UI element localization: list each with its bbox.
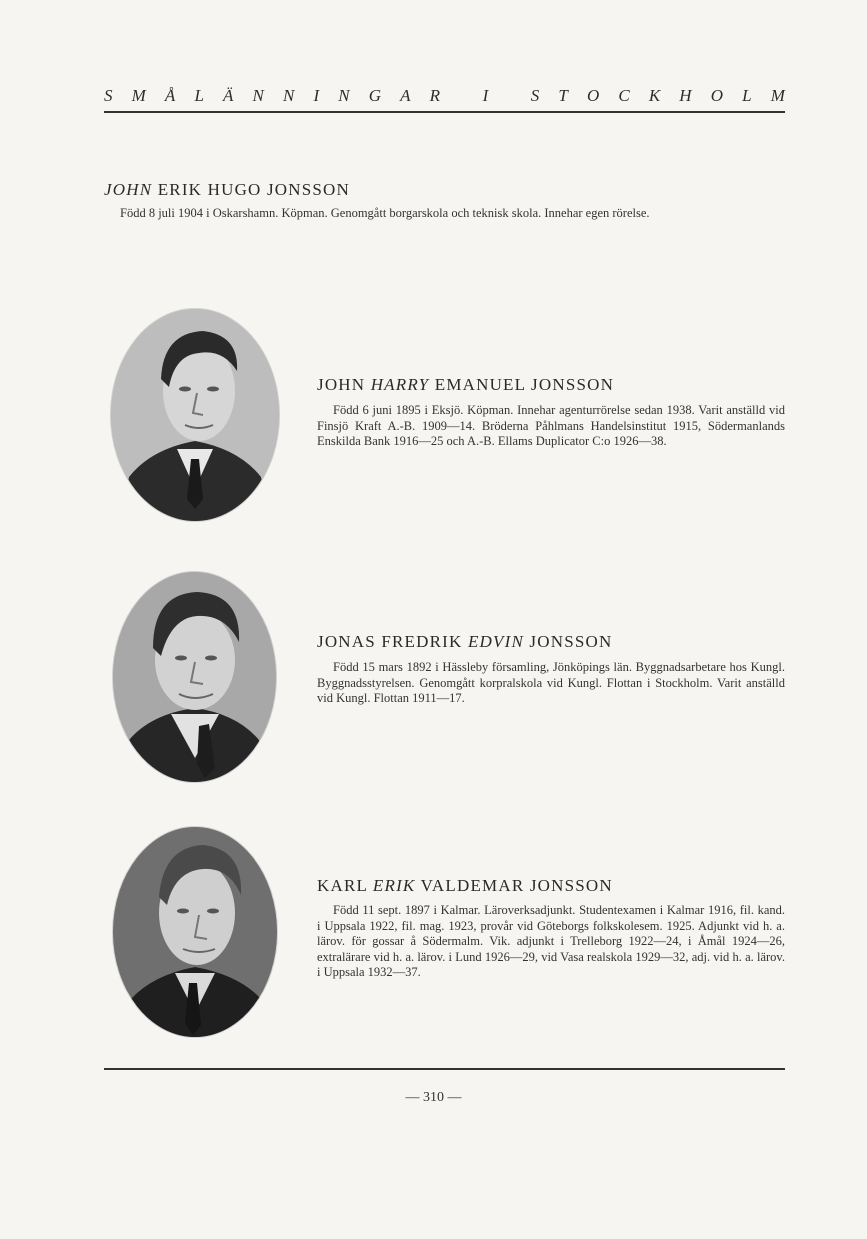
entry-bio-john-harry: Född 6 juni 1895 i Eksjö. Köpman. Innehar agenturrörelse sedan 1938. Varit anställd vid Finsjö Kraft A.-B. 1909—14. Bröderna Påhlmans Handelsinstitut 1915, Södermanlands Enskilda Bank 1916—25 och A.-B. Ellams Duplicator C:o 1926—38. — [317, 403, 785, 448]
footer-rule — [104, 1068, 785, 1070]
running-head-letter: C — [618, 86, 630, 105]
running-head-letter — [507, 86, 511, 106]
running-head-letter: H — [679, 86, 692, 105]
name-plain-part: EMANUEL JONSSON — [429, 375, 615, 394]
portrait-jonas-fredrik-edvin — [113, 572, 276, 782]
running-head-letter: L — [194, 86, 204, 105]
running-head-letter: S — [530, 86, 540, 105]
running-head-letter: O — [710, 86, 723, 105]
running-head-letter: I — [313, 86, 320, 105]
running-head-letter: N — [338, 86, 350, 105]
entry-name-john-erik-hugo — [104, 180, 350, 200]
running-head-letter: R — [429, 86, 441, 105]
entry-name-john-harry — [317, 375, 614, 395]
running-head-letter: Ä — [223, 86, 234, 105]
name-plain-part: JONSSON — [523, 632, 613, 651]
name-italic-part: ERIK — [372, 876, 416, 895]
running-head-letter: I — [482, 86, 489, 105]
portrait-john-harry — [111, 309, 279, 521]
running-head-letter: M — [131, 86, 146, 105]
running-head-letter: T — [558, 86, 568, 105]
name-plain-part: KARL — [317, 876, 373, 895]
page-number: — 310 — — [405, 1090, 462, 1105]
portrait-karl-erik — [113, 827, 277, 1037]
name-plain-part: VALDEMAR JONSSON — [415, 876, 613, 895]
running-head-letter: N — [252, 86, 264, 105]
name-italic-part: JOHN — [104, 180, 153, 199]
name-plain-part: JONAS FREDRIK — [317, 632, 468, 651]
name-plain-part: JOHN — [317, 375, 371, 394]
running-head-letter: M — [770, 86, 785, 105]
header-rule — [104, 111, 785, 113]
running-head-letter — [459, 86, 463, 106]
running-head-letter: G — [368, 86, 382, 105]
running-head — [104, 86, 785, 106]
running-head-letter: S — [104, 86, 113, 105]
running-head-letter: A — [400, 86, 411, 105]
entry-bio-karl-erik: Född 11 sept. 1897 i Kalmar. Läroverksadjunkt. Studentexamen i Kalmar 1916, fil. kand. i Uppsala 1922, fil. mag. 1923, provår vid Göteborgs folkskolesem. 1925. Adjunkt vid h. a. lärov. för gossar å Södermalm. Vik. adjunkt i Trelleborg 1922—24, i Åmål 1924—26, extralärare vid h. a. lärov. i Lund 1926—29, vid Vasa realskola 1929—32, adj. vid h. a. lärov. i Uppsala 1932—37. — [317, 903, 785, 979]
entry-name-karl-erik — [317, 876, 613, 896]
name-plain-part: ERIK HUGO JONSSON — [152, 180, 351, 199]
running-head-letter: K — [648, 86, 661, 105]
entry-bio-john-erik-hugo: Född 8 juli 1904 i Oskarshamn. Köpman. Genomgått borgarskola och teknisk skola. Innehar egen rörelse. — [120, 206, 650, 220]
entry-name-jonas-fredrik-edvin — [317, 632, 612, 652]
running-head-letter: N — [283, 86, 295, 105]
name-italic-part: HARRY — [370, 375, 430, 394]
running-head-letter: L — [742, 86, 752, 105]
running-head-letter: Å — [164, 86, 176, 105]
name-italic-part: EDVIN — [467, 632, 524, 651]
running-head-letter: O — [586, 86, 600, 105]
entry-bio-jonas-fredrik-edvin: Född 15 mars 1892 i Hässleby församling, Jönköpings län. Byggnadsarbetare hos Kungl. Byggnadsstyrelsen. Genomgått korpralskola vid Kungl. Flottan i Stockholm. Varit anställd vid Kungl. Flottan 1911—17. — [317, 660, 785, 705]
